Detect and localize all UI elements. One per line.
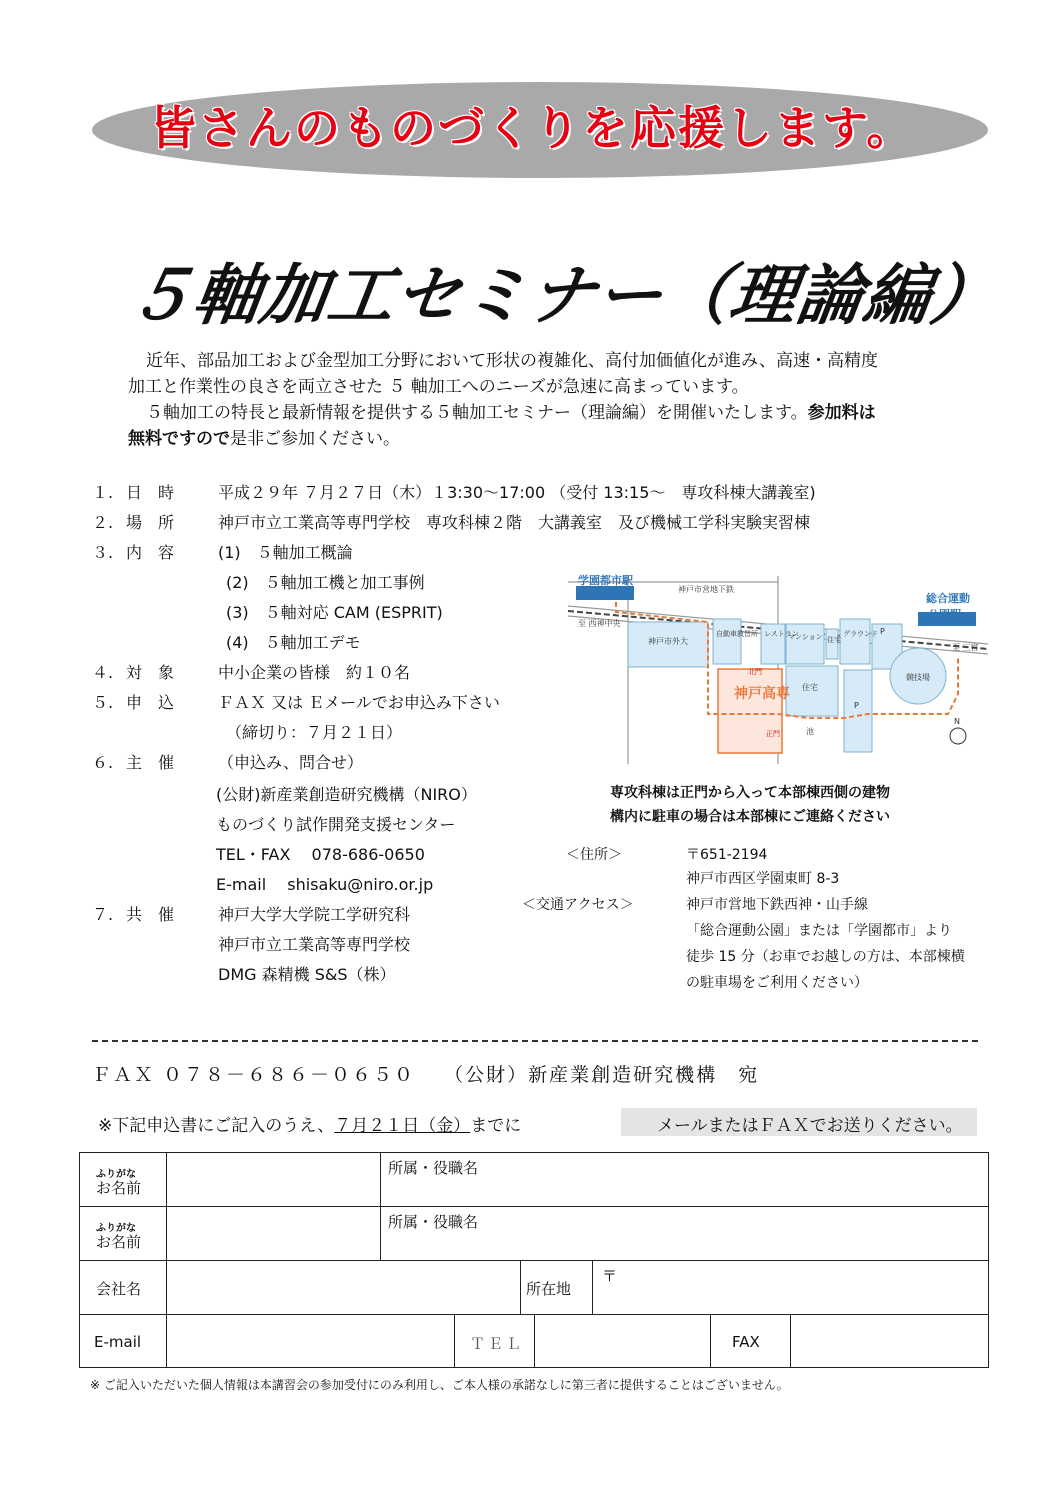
- item-1-label: 日 時: [126, 483, 175, 502]
- page-title: ５軸加工セミナー（理論編）: [121, 257, 1004, 334]
- affiliation-1-field[interactable]: [382, 1177, 982, 1205]
- fax-field[interactable]: [792, 1316, 984, 1366]
- svg-text:P: P: [880, 627, 885, 636]
- svg-text:住宅: 住宅: [802, 683, 818, 692]
- svg-text:神戸市営地下鉄: 神戸市営地下鉄: [678, 585, 734, 594]
- organizer-center: ものづくり試作開発支援センター: [216, 815, 456, 834]
- email-field[interactable]: [168, 1316, 452, 1366]
- co-organizer-1: 神戸大学大学院工学研究科: [218, 905, 411, 924]
- access-label: ＜交通アクセス＞: [522, 897, 634, 913]
- instruction-text: ※下記申込書にご記入のうえ、７月２１日（金）までに: [98, 1116, 522, 1136]
- organizer-heading: （申込み、問合せ）: [218, 753, 363, 772]
- intro-line-3: ５軸加工の特長と最新情報を提供する５軸加工セミナー（理論編）を開催いたします。参加料は: [146, 403, 876, 423]
- svg-text:正門: 正門: [766, 730, 780, 738]
- content-3: (3) ５軸対応 CAM (ESPRIT): [226, 603, 443, 622]
- map-station-gakuentoshi: [576, 586, 634, 600]
- item-4-number: ４.: [92, 663, 114, 682]
- tel-field[interactable]: [536, 1316, 708, 1366]
- contact-tel-fax: TEL・FAX 078-686-0650: [216, 845, 425, 864]
- access-line-4: の駐車場をご利用ください）: [686, 975, 868, 991]
- address-label: ＜住所＞: [566, 847, 622, 863]
- name-1-ruby: ふりがな: [96, 1169, 136, 1180]
- intro-line-4: 無料ですので是非ご参加ください。: [128, 429, 400, 449]
- access-line-1: 神戸市営地下鉄西神・山手線: [686, 897, 868, 913]
- privacy-note: ※ ご記入いただいた個人情報は本講習会の参加受付にのみ利用し、ご本人様の承諾なしに第三者に提供することはございません。: [90, 1378, 789, 1392]
- instruction-highlight: メールまたはＦＡＸでお送りください。: [621, 1108, 977, 1136]
- intro-line-1: 近年、部品加工および金型加工分野において形状の複雑化、高付加価値化が進み、高速・高精度: [146, 351, 879, 371]
- content-2: (2) ５軸加工機と加工事例: [226, 573, 425, 592]
- item-1-number: １.: [92, 483, 114, 502]
- fax-label: FAX: [732, 1333, 760, 1351]
- company-field[interactable]: [168, 1262, 518, 1312]
- name-2-field[interactable]: [168, 1209, 378, 1259]
- map-block-housing: [826, 629, 838, 659]
- fax-header: ＦＡＸ ０７８－６８６－０６５０ （公財）新産業創造研究機構 宛: [92, 1064, 760, 1086]
- svg-text:レストラン: レストラン: [764, 630, 799, 638]
- svg-text:競技場: 競技場: [906, 673, 930, 682]
- item-2-label: 場 所: [126, 513, 175, 532]
- affiliation-1-label: 所属・役職名: [388, 1159, 479, 1177]
- svg-text:神戸高専: 神戸高専: [734, 686, 790, 702]
- svg-text:総合運動: 総合運動: [926, 592, 970, 605]
- item-5-label: 申 込: [126, 693, 175, 712]
- svg-text:神戸市外大: 神戸市外大: [648, 637, 688, 646]
- deadline: （締切り：７月２１日）: [226, 723, 403, 742]
- venue-note-2: 構内に駐車の場合は本部棟にご連絡ください: [610, 809, 890, 825]
- banner-slogan: 皆さんのものづくりを応援します。: [150, 101, 915, 155]
- application-method: ＦＡＸ 又は Ｅメールでお申込み下さい: [218, 693, 500, 712]
- item-3-number: ３.: [92, 543, 114, 562]
- co-organizer-2: 神戸市立工業高等専門学校: [218, 935, 411, 954]
- svg-text:住宅: 住宅: [827, 636, 841, 644]
- venue-note-1: 専攻科棟は正門から入って本部棟西側の建物: [610, 785, 890, 801]
- item-7-label: 共 催: [126, 905, 175, 924]
- location-label: 所在地: [526, 1280, 572, 1298]
- item-2-number: ２.: [92, 513, 114, 532]
- svg-text:至 西神中央: 至 西神中央: [578, 619, 621, 628]
- application-form: [79, 1152, 989, 1368]
- svg-text:グラウンド: グラウンド: [843, 630, 878, 638]
- cut-line: [92, 1040, 978, 1042]
- item-5-number: ５.: [92, 693, 114, 712]
- svg-text:P: P: [854, 701, 859, 710]
- tel-label: ＴＥＬ: [470, 1335, 525, 1353]
- item-3-label: 内 容: [126, 543, 175, 562]
- email-label: E-mail: [94, 1333, 142, 1351]
- postal-mark: 〒: [602, 1267, 618, 1285]
- contact-email[interactable]: E-mail shisaku@niro.or.jp: [216, 875, 434, 894]
- access-map: [568, 574, 988, 764]
- svg-text:公園駅: 公園駅: [928, 608, 961, 621]
- address: 神戸市西区学園東町 8-3: [686, 871, 840, 887]
- item-4-label: 対 象: [126, 663, 175, 682]
- svg-text:池: 池: [806, 727, 814, 736]
- item-6-label: 主 催: [126, 753, 175, 772]
- organizer-name: (公財)新産業創造研究機構（NIRO）: [216, 785, 477, 804]
- postal-code: 〒651-2194: [686, 847, 768, 863]
- content-4: (4) ５軸加工デモ: [226, 633, 361, 652]
- access-line-3: 徒歩 15 分（お車でお越しの方は、本部棟横: [686, 949, 965, 965]
- item-7-number: ７.: [92, 905, 114, 924]
- name-1-label: お名前: [96, 1179, 142, 1197]
- svg-text:至 三宮: 至 三宮: [952, 643, 979, 652]
- map-block-parking-2: [844, 670, 872, 752]
- target-audience: 中小企業の皆様 約１０名: [218, 663, 411, 682]
- name-2-ruby: ふりがな: [96, 1223, 136, 1234]
- intro-line-2: 加工と作業性の良さを両立させた ５ 軸加工へのニーズが急速に高まっています。: [128, 377, 749, 397]
- date-time: 平成２９年 ７月２７日（木）１3:30～17:00 （受付 13:15～ 専攻科棟大講義室): [218, 483, 816, 502]
- location-field[interactable]: [594, 1262, 984, 1312]
- co-organizer-3: DMG 森精機 S&S（株）: [218, 965, 396, 984]
- map-block-ground: [840, 619, 870, 664]
- map-block-driving-school: [713, 619, 741, 664]
- access-line-2: 「総合運動公園」または「学園都市」より: [686, 923, 952, 939]
- name-1-field[interactable]: [168, 1155, 378, 1205]
- name-2-label: お名前: [96, 1233, 142, 1251]
- svg-text:北門: 北門: [748, 668, 762, 676]
- svg-text:マンション: マンション: [788, 633, 823, 641]
- svg-text:N: N: [954, 717, 960, 726]
- content-1: (1) ５軸加工概論: [218, 543, 353, 562]
- affiliation-2-label: 所属・役職名: [388, 1213, 479, 1231]
- svg-text:学園都市駅: 学園都市駅: [578, 574, 633, 587]
- company-label: 会社名: [96, 1280, 142, 1298]
- venue: 神戸市立工業高等専門学校 専攻科棟２階 大講義室 及び機械工学科実験実習棟: [218, 513, 811, 532]
- affiliation-2-field[interactable]: [382, 1231, 982, 1259]
- map-kobe-kosen: [718, 669, 782, 753]
- svg-text:自動車教習所: 自動車教習所: [716, 630, 758, 638]
- item-6-number: ６.: [92, 753, 114, 772]
